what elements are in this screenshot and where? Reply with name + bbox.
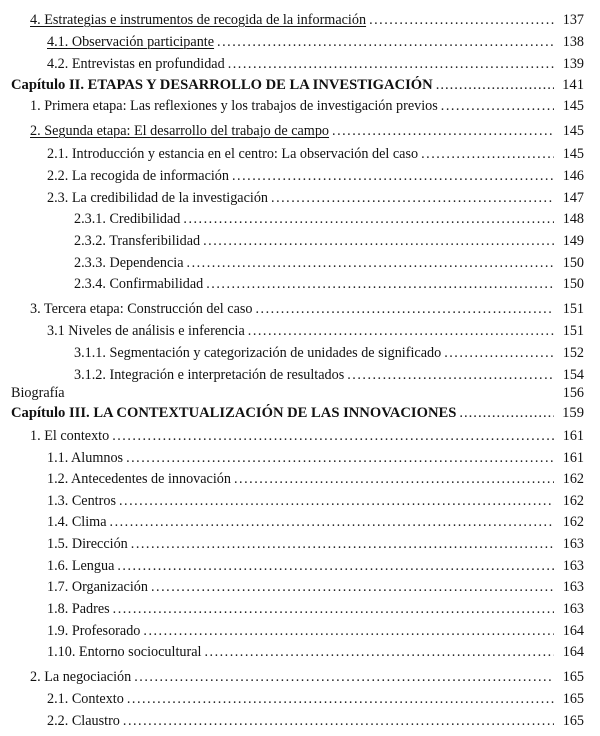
- toc-entry-row: [74, 209, 584, 229]
- toc-entry: [0, 54, 600, 74]
- toc-entry: [0, 321, 600, 341]
- dot-leader: [459, 403, 554, 423]
- toc-entry-row: [47, 469, 584, 489]
- toc-entry-row: [47, 166, 584, 186]
- dot-leader: [256, 299, 555, 319]
- dot-leader: [131, 534, 554, 554]
- toc-entry-row: [47, 32, 584, 52]
- toc-page-number: 149: [562, 233, 584, 249]
- toc-entry-row: [74, 231, 584, 251]
- toc-entry-title: 2.2. Claustro: [47, 713, 120, 729]
- dot-leader: [234, 469, 554, 489]
- toc-entry-row: [30, 121, 584, 141]
- dot-leader: [187, 253, 554, 273]
- toc-entry-row: [47, 711, 584, 731]
- toc-entry-row: [74, 365, 584, 385]
- toc-entry: [0, 144, 600, 164]
- toc-page-number: 151: [562, 323, 584, 339]
- toc-entry-row: [47, 144, 584, 164]
- toc-entry-row: [47, 556, 584, 576]
- dot-leader: [203, 231, 554, 251]
- toc-entry: [0, 274, 600, 294]
- dot-leader: [204, 642, 554, 662]
- dot-leader: [183, 209, 554, 229]
- dot-leader: [126, 448, 554, 468]
- toc-page-number: 138: [562, 34, 584, 50]
- dot-leader: [113, 599, 554, 619]
- toc-entry-row: [47, 448, 584, 468]
- toc-page-number: 159: [562, 405, 584, 421]
- toc-entry-title: 2.3.4. Confirmabilidad: [74, 276, 204, 292]
- toc-entry: [0, 343, 600, 363]
- toc-page-number: 165: [562, 691, 584, 707]
- toc-entry-row: [30, 96, 584, 116]
- toc-entry-row: [30, 10, 584, 30]
- toc-entry-row: [30, 426, 584, 446]
- toc-page-number: 139: [562, 56, 584, 72]
- toc-page-number: 156: [562, 385, 584, 401]
- toc-entry: [0, 231, 600, 251]
- dot-leader: [217, 32, 554, 52]
- toc-entry-title: 1.7. Organización: [47, 579, 148, 595]
- toc-page-number: 161: [562, 428, 584, 444]
- toc-page-number: 163: [562, 601, 584, 617]
- toc-entry-row: [30, 667, 584, 687]
- dot-leader: [436, 75, 554, 95]
- toc-entry-title: 2.1. Introducción y estancia en el centro: La observación del caso: [47, 146, 419, 162]
- dot-leader: [232, 166, 554, 186]
- toc-entry-title: 2.3. La credibilidad de la investigación: [47, 190, 269, 206]
- toc-entry: [0, 469, 600, 489]
- dot-leader: [127, 689, 554, 709]
- toc-entry: [0, 711, 600, 731]
- toc-page-number: 145: [562, 123, 584, 139]
- dot-leader: [369, 10, 554, 30]
- toc-page-number: 145: [562, 146, 584, 162]
- toc-entry: [0, 365, 600, 385]
- toc-page-number: 145: [562, 98, 584, 114]
- toc-entry: [0, 166, 600, 186]
- toc-entry: [0, 577, 600, 597]
- toc-entry-title: 3.1.1. Segmentación y categorización de unidades de significado: [74, 345, 442, 361]
- dot-leader: [271, 188, 554, 208]
- toc-page-number: 151: [562, 301, 584, 317]
- toc-entry-row: [11, 383, 584, 403]
- toc-page-number: 141: [562, 77, 584, 93]
- toc-entry-title: 1.3. Centros: [47, 493, 116, 509]
- toc-page-number: 154: [562, 367, 584, 383]
- toc-entry-title: 1.9. Profesorado: [47, 623, 141, 639]
- toc-entry-row: [47, 599, 584, 619]
- dot-leader: [112, 426, 554, 446]
- toc-entry-row: [47, 621, 584, 641]
- toc-entry: [0, 383, 600, 403]
- toc-entry-row: [47, 689, 584, 709]
- toc-entry-row: [74, 343, 584, 363]
- toc-entry: [0, 667, 600, 687]
- toc-entry: [0, 32, 600, 52]
- toc-page-number: 147: [562, 190, 584, 206]
- toc-entry-title: 4. Estrategias e instrumentos de recogida de la información: [30, 12, 367, 28]
- toc-entry-title: 1.5. Dirección: [47, 536, 128, 552]
- toc-page-number: 162: [562, 514, 584, 530]
- dot-leader: [248, 321, 554, 341]
- toc-entry: [0, 426, 600, 446]
- toc-entry-row: [74, 274, 584, 294]
- toc-entry-title: 1. Primera etapa: Las reflexiones y los trabajos de investigación previos: [30, 98, 438, 114]
- toc-entry-row: [47, 54, 584, 74]
- toc-chapter-entry: [0, 403, 600, 423]
- toc-entry: [0, 10, 600, 30]
- toc-entry-title: 3.1 Niveles de análisis e inferencia: [47, 323, 245, 339]
- dot-leader: [134, 667, 554, 687]
- toc-entry-row: [30, 299, 584, 319]
- toc-entry-title: 4.1. Observación participante: [47, 34, 215, 50]
- toc-page-number: 161: [562, 450, 584, 466]
- toc-entry-title: 1.4. Clima: [47, 514, 107, 530]
- toc-entry-title: 2.3.2. Transferibilidad: [74, 233, 201, 249]
- dot-leader: [421, 144, 554, 164]
- toc-entry-title: 4.2. Entrevistas en profundidad: [47, 56, 225, 72]
- toc-page-number: 150: [562, 276, 584, 292]
- toc-entry-row: [47, 512, 584, 532]
- toc-entry: [0, 299, 600, 319]
- dot-leader: [347, 365, 554, 385]
- dot-leader: [441, 96, 554, 116]
- toc-page-number: 162: [562, 471, 584, 487]
- toc-entry-title: 2. La negociación: [30, 669, 132, 685]
- toc-entry-title: 2.3.1. Credibilidad: [74, 211, 181, 227]
- toc-entry-title: 1.8. Padres: [47, 601, 110, 617]
- toc-page-number: 137: [562, 12, 584, 28]
- dot-leader: [117, 556, 554, 576]
- toc-entry-title: 1.6. Lengua: [47, 558, 115, 574]
- dot-leader: [206, 274, 554, 294]
- toc-page-number: 150: [562, 255, 584, 271]
- toc-entry: [0, 534, 600, 554]
- toc-entry: [0, 599, 600, 619]
- toc-entry-title: 2. Segunda etapa: El desarrollo del trabajo de campo: [30, 123, 330, 139]
- toc-entry: [0, 491, 600, 511]
- toc-entry-title: 2.1. Contexto: [47, 691, 124, 707]
- toc-entry: [0, 253, 600, 273]
- toc-entry-title: Capítulo II. ETAPAS Y DESARROLLO DE LA INVESTIGACIÓN: [11, 77, 433, 93]
- dot-leader: [110, 512, 554, 532]
- toc-entry: [0, 689, 600, 709]
- toc-entry: [0, 621, 600, 641]
- dot-leader: [444, 343, 554, 363]
- toc-entry: [0, 556, 600, 576]
- toc-entry-title: 1.2. Antecedentes de innovación: [47, 471, 231, 487]
- toc-page-number: 165: [562, 713, 584, 729]
- toc-page-number: 163: [562, 536, 584, 552]
- toc-entry-row: [47, 188, 584, 208]
- toc-page-number: 152: [562, 345, 584, 361]
- toc-entry-row: [47, 491, 584, 511]
- toc-entry: [0, 448, 600, 468]
- toc-entry-title: Capítulo III. LA CONTEXTUALIZACIÓN DE LAS INNOVACIONES: [11, 405, 457, 421]
- toc-entry-title: 1.1. Alumnos: [47, 450, 124, 466]
- toc-entry-title: 1.10. Entorno sociocultural: [47, 644, 202, 660]
- toc-entry: [0, 121, 600, 141]
- toc-entry: [0, 642, 600, 662]
- toc-entry: [0, 188, 600, 208]
- toc-page-number: 163: [562, 558, 584, 574]
- toc-page-number: 146: [562, 168, 584, 184]
- dot-leader: [151, 577, 554, 597]
- toc-entry-title: Biografía: [11, 385, 65, 401]
- toc-entry: [0, 512, 600, 532]
- toc-chapter-entry: [0, 75, 600, 95]
- toc-page-number: 148: [562, 211, 584, 227]
- toc-entry-row: [47, 577, 584, 597]
- toc-entry-row: [47, 642, 584, 662]
- dot-leader: [143, 621, 554, 641]
- toc-entry-title: 1. El contexto: [30, 428, 110, 444]
- dot-leader: [228, 54, 554, 74]
- toc-page-number: 165: [562, 669, 584, 685]
- toc-entry: [0, 209, 600, 229]
- toc-entry-title: 2.3.3. Dependencia: [74, 255, 184, 271]
- dot-leader: [119, 491, 554, 511]
- toc-page-number: 164: [562, 644, 584, 660]
- dot-leader: [332, 121, 554, 141]
- toc-entry-title: 3.1.2. Integración e interpretación de resultados: [74, 367, 345, 383]
- toc-entry-row: [47, 321, 584, 341]
- toc-entry-row: [11, 403, 584, 423]
- toc-entry: [0, 96, 600, 116]
- toc-entry-row: [74, 253, 584, 273]
- toc-entry-row: [11, 75, 584, 95]
- toc-page-number: 163: [562, 579, 584, 595]
- toc-entry-title: 2.2. La recogida de información: [47, 168, 229, 184]
- toc-entry-title: 3. Tercera etapa: Construcción del caso: [30, 301, 253, 317]
- dot-leader: [123, 711, 554, 731]
- toc-page-number: 162: [562, 493, 584, 509]
- toc-entry-row: [47, 534, 584, 554]
- toc-page-number: 164: [562, 623, 584, 639]
